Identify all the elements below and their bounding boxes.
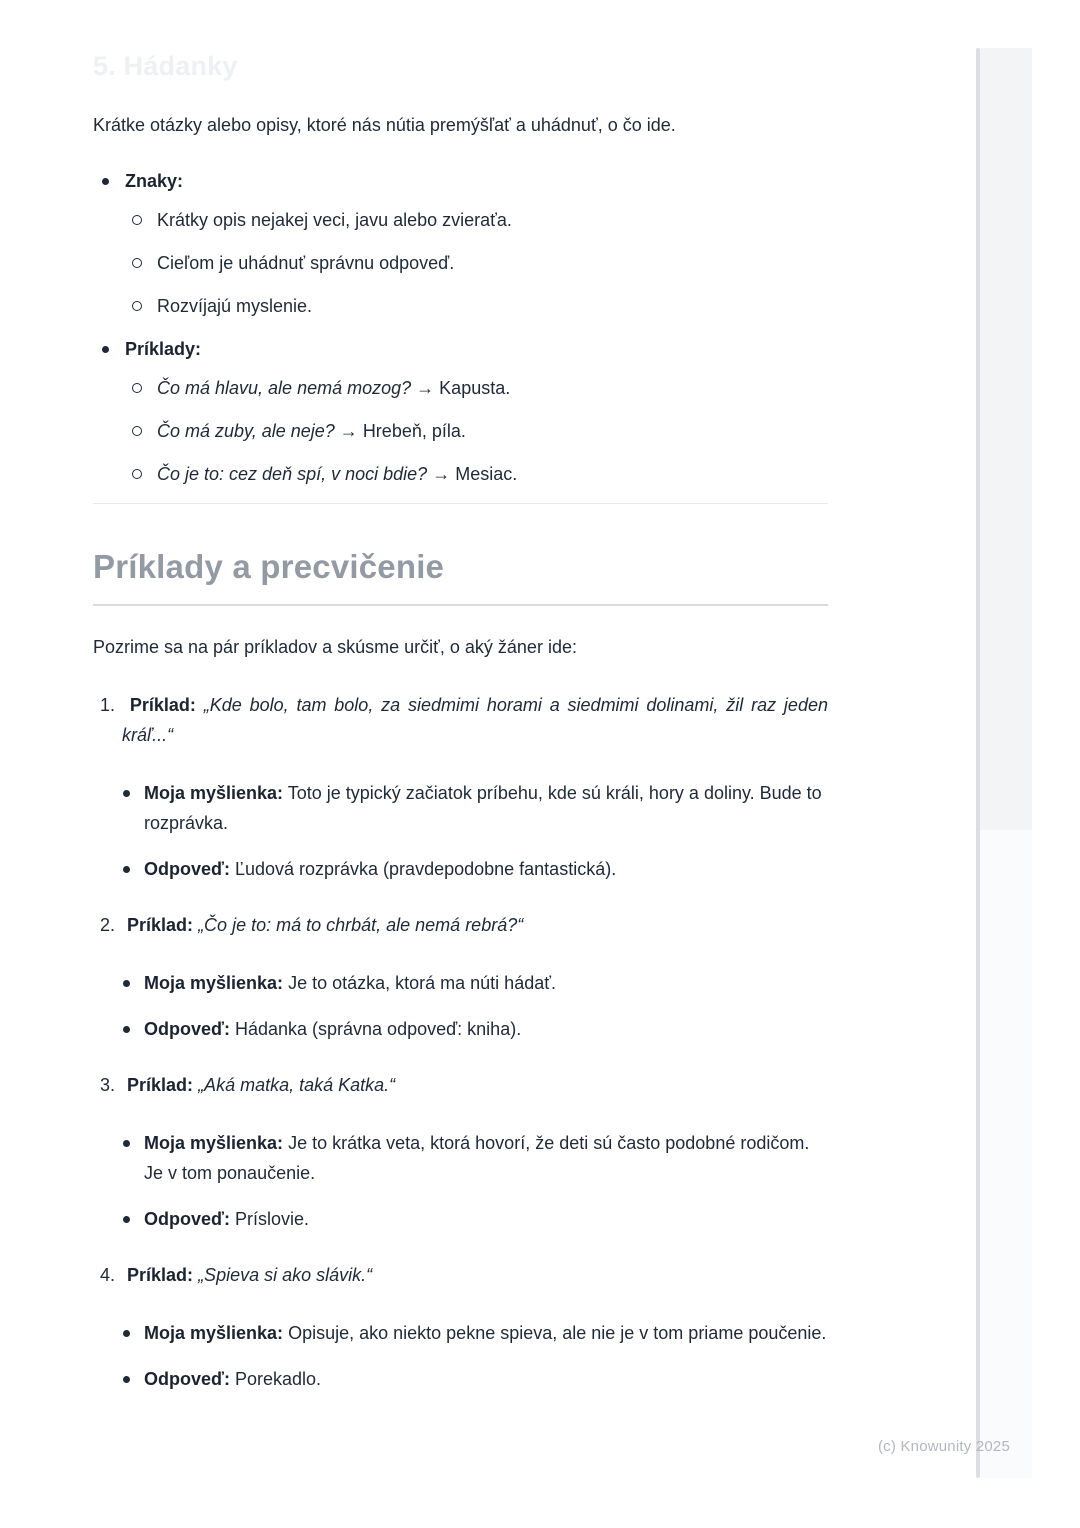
example-item-2: [93, 910, 828, 1044]
riddle-answer: Kapusta.: [439, 378, 511, 398]
watermark-section-title: 5. Hádanky: [93, 51, 238, 81]
example-number: 3.: [99, 1075, 115, 1095]
example-quote: „Aká matka, taká Katka.“: [198, 1075, 396, 1095]
sub-list-item: [125, 248, 828, 278]
list-item-label: Znaky:: [125, 171, 184, 191]
thought-text: Toto je typický začiatok príbehu, kde sú králi, hory a doliny. Bude to rozprávka.: [144, 783, 822, 833]
scrollbar-thumb[interactable]: [980, 48, 1032, 830]
thought-text: Opisuje, ako niekto pekne spieva, ale nie je v tom priame poučenie.: [288, 1323, 827, 1343]
sub-list-item: [125, 205, 828, 235]
answer-text: Ľudová rozprávka (pravdepodobne fantastická).: [234, 859, 617, 879]
example-quote: „Kde bolo, tam bolo, za siedmimi horami a siedmimi dolinami, žil raz jeden kráľ...“: [122, 695, 828, 745]
example-sub-list: [107, 778, 828, 884]
answer-item: [107, 854, 828, 884]
list-item-label: Príklady:: [125, 339, 202, 359]
section-title: Príklady a precvičenie: [93, 548, 445, 585]
answer-item: [107, 1014, 828, 1044]
example-label: Príklad:: [127, 1075, 194, 1095]
answer-label: Odpoveď:: [144, 1209, 230, 1229]
example-label: Príklad:: [127, 915, 194, 935]
thought-item: [107, 1318, 828, 1348]
example-number: 1.: [99, 695, 115, 715]
example-label: Príklad:: [129, 695, 196, 715]
riddle-answer: Mesiac.: [455, 464, 518, 484]
thought-text: Je to krátka veta, ktorá hovorí, že deti sú často podobné rodičom. Je v tom ponaučenie.: [144, 1133, 810, 1183]
answer-text: Príslovie.: [234, 1209, 309, 1229]
thought-label: Moja myšlienka:: [144, 783, 284, 803]
sub-item-text: Krátky opis nejakej veci, javu alebo zvieraťa.: [157, 210, 512, 230]
examples-list: [93, 690, 828, 1394]
example-item-4: [93, 1260, 828, 1394]
arrow-icon: →: [416, 378, 435, 398]
example-quote-line: [93, 690, 828, 750]
example-sub-list: [107, 1128, 828, 1234]
riddle-item: [125, 373, 828, 403]
example-quote: „Čo je to: má to chrbát, ale nemá rebrá?“: [198, 915, 524, 935]
thought-label: Moja myšlienka:: [144, 1323, 284, 1343]
arrow-icon: →: [432, 464, 451, 484]
answer-item: [107, 1364, 828, 1394]
riddle-question: Čo má zuby, ale neje?: [157, 421, 335, 441]
priklady-sub-list: [125, 373, 828, 489]
znaky-sub-list: [125, 205, 828, 321]
example-quote: „Spieva si ako slávik.“: [198, 1265, 373, 1285]
riddle-answer: Hrebeň, píla.: [362, 421, 466, 441]
example-label: Príklad:: [127, 1265, 194, 1285]
thought-item: [107, 968, 828, 998]
example-sub-list: [107, 1318, 828, 1394]
intro-paragraph: Krátke otázky alebo opisy, ktoré nás nútia premýšľať a uhádnuť, o čo ide.: [93, 115, 676, 135]
example-quote-line: [93, 910, 828, 940]
list-item-priklady: [93, 334, 828, 489]
example-number: 4.: [99, 1265, 115, 1285]
thought-item: [107, 1128, 828, 1188]
page-edge-line: [976, 48, 980, 1478]
arrow-icon: →: [339, 421, 358, 441]
example-item-1: [93, 690, 828, 884]
riddle-item: [125, 416, 828, 446]
thought-label: Moja myšlienka:: [144, 1133, 284, 1153]
answer-item: [107, 1204, 828, 1234]
thought-item: [107, 778, 828, 838]
example-quote-line: [93, 1260, 828, 1290]
riddle-question: Čo má hlavu, ale nemá mozog?: [157, 378, 412, 398]
section-divider: [93, 503, 828, 504]
features-list: [93, 166, 828, 489]
riddle-item: [125, 459, 828, 489]
footer-copyright: (c) Knowunity 2025: [877, 1438, 1010, 1455]
riddle-question: Čo je to: cez deň spí, v noci bdie?: [157, 464, 428, 484]
example-item-3: [93, 1070, 828, 1234]
thought-text: Je to otázka, ktorá ma núti hádať.: [288, 973, 556, 993]
section-intro-paragraph: Pozrime sa na pár príkladov a skúsme určiť, o aký žáner ide:: [93, 637, 577, 657]
example-sub-list: [107, 968, 828, 1044]
example-quote-line: [93, 1070, 828, 1100]
sub-item-text: Cieľom je uhádnuť správnu odpoveď.: [157, 253, 455, 273]
sub-list-item: [125, 291, 828, 321]
answer-label: Odpoveď:: [144, 1369, 230, 1389]
list-item-znaky: [93, 166, 828, 321]
title-underline-divider: [93, 604, 828, 606]
answer-text: Hádanka (správna odpoveď: kniha).: [234, 1019, 522, 1039]
answer-label: Odpoveď:: [144, 859, 230, 879]
thought-label: Moja myšlienka:: [144, 973, 284, 993]
answer-label: Odpoveď:: [144, 1019, 230, 1039]
answer-text: Porekadlo.: [234, 1369, 322, 1389]
sub-item-text: Rozvíjajú myslenie.: [157, 296, 313, 316]
example-number: 2.: [99, 915, 115, 935]
